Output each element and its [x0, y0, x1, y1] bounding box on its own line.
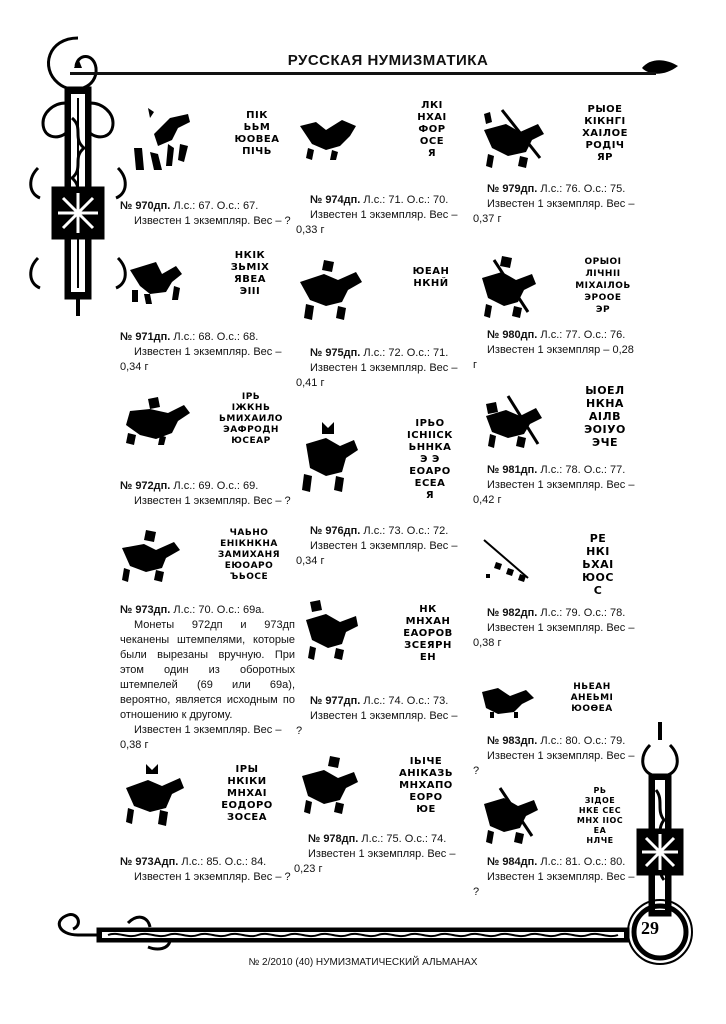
entry-sides: Л.с.: 67. О.с.: 67.: [173, 200, 259, 212]
entry-note: Известен 1 экземпляр. Вес –: [487, 198, 635, 210]
entry-977: [296, 694, 461, 739]
coin-981-reverse-legend: ЫОЕЛ НКНА АІЛВ ЭОІУО ЭЧЕ: [584, 384, 626, 449]
entry-number: № 982дп.: [487, 607, 538, 619]
entry-number: № 970дп.: [120, 200, 171, 212]
coin-974-reverse-legend: ЛКІ НХАІ ФОР ОСЕ Я: [417, 100, 447, 159]
entry-weight: 0,33 г: [296, 224, 325, 236]
entry-number: № 983дп.: [487, 735, 538, 747]
entry-note: Известен 1 экземпляр. Вес –: [487, 622, 635, 634]
entry-sides: Л.с.: 70. О.с.: 69а.: [173, 604, 265, 616]
entry-sides: Л.с.: 71. О.с.: 70.: [363, 194, 449, 206]
coin-979-reverse-legend: РЫОЕ КІКНГІ ХАІЛОЕ РОДІЧ ЯР: [582, 104, 628, 163]
entry-sides: Л.с.: 80. О.с.: 79.: [540, 735, 626, 747]
coin-973A-reverse-legend: ІРЫ НКІКИ МНХАІ ЕОДОРО ЗОСЕА: [221, 764, 273, 823]
entry-number: № 981дп.: [487, 464, 538, 476]
coin-982-obverse: [478, 538, 538, 584]
entry-number: № 974дп.: [310, 194, 361, 206]
coin-972-obverse: [120, 395, 194, 447]
entry-weight: 0,34 г: [120, 361, 149, 373]
coin-973A-obverse: [120, 762, 188, 830]
coin-980-reverse-legend: ОРЫОІ ЛІЧНІІ МІХАІЛОЬ ЭРООЕ ЭР: [575, 257, 631, 315]
entry-sides: Л.с.: 74. О.с.: 73.: [363, 695, 449, 707]
bottom-border-ornament: [48, 905, 688, 955]
entry-number: № 975дп.: [310, 347, 361, 359]
entry-number: № 973Адп.: [120, 856, 179, 868]
entry-sides: Л.с.: 72. О.с.: 71.: [363, 347, 449, 359]
coin-977-reverse-legend: НК МНХАН ЕАОРОВ ЗСЕЯРН ЕН: [403, 604, 453, 663]
entry-weight: 0,42 г: [473, 494, 502, 506]
entry-note: Известен 1 экземпляр. Вес – ?: [134, 871, 291, 883]
entry-sides: Л.с.: 79. О.с.: 78.: [540, 607, 626, 619]
entry-972: [120, 479, 295, 509]
entry-number: № 971дп.: [120, 331, 171, 343]
entry-number: № 979дп.: [487, 183, 538, 195]
entry-note: Известен 1 экземпляр. Вес –: [310, 540, 458, 552]
entry-weight: 0,38 г: [120, 739, 149, 751]
entry-sides: Л.с.: 77. О.с.: 76.: [540, 329, 626, 341]
entry-971: [120, 330, 295, 375]
entry-number: № 978дп.: [308, 833, 359, 845]
entry-note: Известен 1 экземпляр. Вес –: [310, 209, 458, 221]
entry-note: Известен 1 экземпляр. Вес –: [308, 848, 456, 860]
entry-970: [120, 199, 295, 229]
coin-970-obverse: [128, 104, 198, 176]
coin-984-reverse-legend: РЬ ЗІДОЕ НКЕ СЕС МНХ ІІОС ЕА НЛЧЕ: [576, 786, 624, 845]
coin-975-reverse-legend: ЮЕАН НКНЙ: [412, 266, 450, 289]
entry-weight: 0,38 г: [473, 637, 502, 649]
entry-sides: Л.с.: 75. О.с.: 74.: [361, 833, 447, 845]
coin-976-reverse-legend: ІРЬО ІСНІІСК ЬННКА Э Э ЕОАРО ЕСЕА Я: [407, 418, 453, 501]
entry-sides: Л.с.: 85. О.с.: 84.: [181, 856, 267, 868]
coin-971-reverse-legend: НКІК ЗЬМІХ ЯВЕА ЭІІІ: [230, 250, 270, 297]
entry-981: [473, 463, 638, 508]
coin-972-reverse-legend: ІРЬ ІЖКНЬ ЬМИХАИЛО ЭАФРОДН ЮСЕАР: [219, 392, 283, 446]
entry-number: № 977дп.: [310, 695, 361, 707]
entry-973: [120, 603, 295, 753]
entry-note: Известен 1 экземпляр. Вес – ?: [296, 710, 458, 737]
entry-sides: Л.с.: 69. О.с.: 69.: [173, 480, 259, 492]
coin-980-obverse: [476, 254, 540, 320]
entry-note: Известен 1 экземпляр. Вес – ?: [473, 750, 635, 777]
entry-note: Известен 1 экземпляр. Вес –: [134, 346, 282, 358]
entry-note: Известен 1 экземпляр. Вес –: [134, 724, 282, 736]
coin-978-reverse-legend: ІЬІЧЕ АНІКАЗЬ МНХАПО ЕОРО ЮЕ: [399, 756, 453, 815]
entry-sides: Л.с.: 76. О.с.: 75.: [540, 183, 626, 195]
entry-note: Известен 1 экземпляр. Вес – ?: [134, 495, 291, 507]
entry-sides: Л.с.: 68. О.с.: 68.: [173, 331, 259, 343]
entry-weight: 0,23 г: [294, 863, 323, 875]
coin-983-obverse: [478, 684, 538, 720]
coin-973-reverse-legend: ЧАЬНО ЕНІКНКНА ЗАМИХАНЯ ЕЮОАРО ЪЬОСЕ: [217, 528, 281, 582]
entry-note: Известен 1 экземпляр. Вес –: [310, 362, 458, 374]
entry-976: [296, 524, 461, 569]
coin-970-reverse-legend: ПІК ЬЬМ ЮОВЕА ПІЧЬ: [234, 110, 280, 157]
entry-note: Известен 1 экземпляр – 0,28 г: [473, 344, 634, 371]
coin-983-reverse-legend: НЬЕАН АНЕЬМІ ЮОӨЕА: [570, 682, 614, 714]
page-number: 29: [641, 918, 659, 938]
entry-note: Известен 1 экземпляр. Вес – ?: [473, 871, 635, 898]
coin-981-obverse: [478, 394, 550, 450]
entry-note: Известен 1 экземпляр. Вес – ?: [134, 215, 291, 227]
entry-weight: 0,41 г: [296, 377, 325, 389]
entry-number: № 972дп.: [120, 480, 171, 492]
entry-number: № 973дп.: [120, 604, 171, 616]
coin-971-obverse: [126, 256, 190, 306]
entry-number: № 976дп.: [310, 525, 361, 537]
entry-number: № 984дп.: [487, 856, 538, 868]
entry-973A: [120, 855, 295, 885]
entry-983: [473, 734, 638, 779]
coin-978-obverse: [296, 754, 362, 816]
entry-975: [296, 346, 461, 391]
coin-977-obverse: [300, 598, 362, 662]
entry-984: [473, 855, 638, 900]
coin-974-obverse: [296, 112, 364, 162]
coin-973-obverse: [116, 528, 184, 584]
entry-sides: Л.с.: 81. О.с.: 80.: [540, 856, 626, 868]
footer-text: № 2/2010 (40) НУМИЗМАТИЧЕСКИЙ АЛЬМАНАХ: [248, 957, 478, 968]
entry-comment: Монеты 972дп и 973дп чеканены штемпелями, которые были вырезаны вручную. При этом один из оборотных штемпелей (69 или 69а), вероятно, является исходным по отношению к другому.: [120, 619, 295, 721]
entry-979: [473, 182, 638, 227]
entry-number: № 980дп.: [487, 329, 538, 341]
coin-976-obverse: [296, 420, 364, 500]
entry-weight: 0,34 г: [296, 555, 325, 567]
entry-sides: Л.с.: 73. О.с.: 72.: [363, 525, 449, 537]
entry-note: Известен 1 экземпляр. Вес –: [487, 479, 635, 491]
entry-978: [294, 832, 461, 877]
corner-ornament-top-right-leaf: [640, 56, 680, 80]
coin-982-reverse-legend: РЕ НКІ ЬХАІ ЮОС С: [582, 532, 614, 597]
header-rule: [70, 72, 656, 75]
page-title: РУССКАЯ НУМИЗМАТИКА: [287, 52, 489, 69]
entry-980: [473, 328, 638, 373]
entry-weight: 0,37 г: [473, 213, 502, 225]
entry-982: [473, 606, 638, 651]
entry-974: [296, 193, 461, 238]
entry-sides: Л.с.: 78. О.с.: 77.: [540, 464, 626, 476]
coin-979-obverse: [478, 106, 550, 170]
coin-975-obverse: [296, 258, 366, 324]
coin-984-obverse: [478, 786, 542, 846]
